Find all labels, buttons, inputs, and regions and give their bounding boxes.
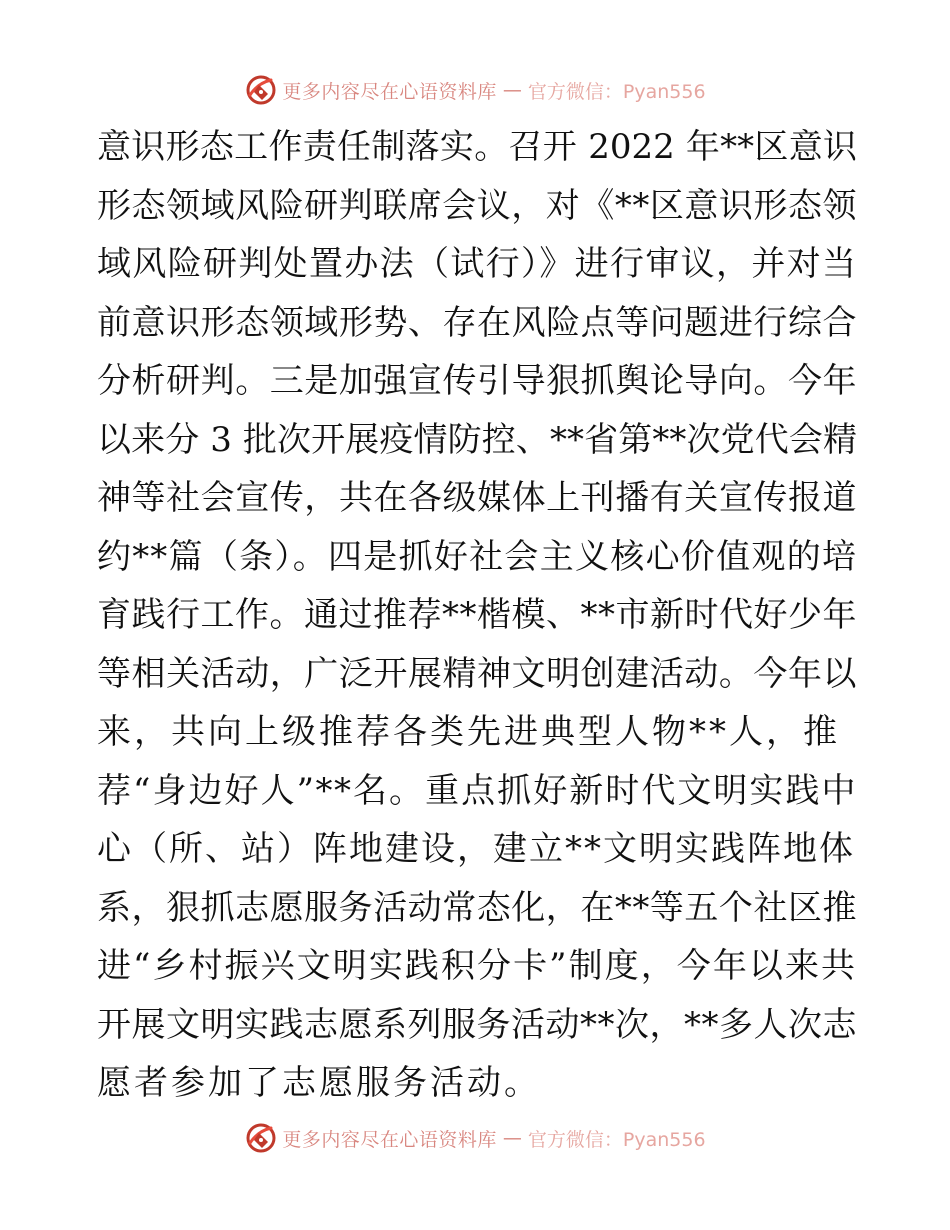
watermark-site-text: 更多内容尽在心语资料库 <box>282 80 497 103</box>
watermark-group <box>244 1121 705 1155</box>
watermark-site-text: 更多内容尽在心语资料库 <box>282 1128 497 1151</box>
footer-watermark <box>0 1118 950 1158</box>
body-line: 来，共向上级推荐各类先进典型人物**人，推 <box>97 712 840 752</box>
body-line: 前意识形态领域形势、存在风险点等问题进行综合 <box>97 302 857 343</box>
body-line: 意识形态工作责任制落实。召开 2022 年**区意识 <box>97 127 857 167</box>
document-body <box>97 118 857 1113</box>
body-line: 形态领域风险研判联席会议，对《**区意识形态领 <box>97 185 857 226</box>
pen-nib-logo-icon <box>244 73 278 107</box>
watermark-group <box>244 73 705 107</box>
body-line: 约**篇（条）。四是抓好社会主义核心价值观的培 <box>97 536 857 577</box>
body-line: 系，狠抓志愿服务活动常态化，在**等五个社区推 <box>97 887 857 928</box>
header-watermark <box>0 70 950 110</box>
body-line: 分析研判。三是加强宣传引导狠抓舆论导向。今年 <box>97 361 857 401</box>
body-line: 开展文明实践志愿系列服务活动**次，**多人次志 <box>97 1004 857 1045</box>
body-line: 进“乡村振兴文明实践积分卡”制度，今年以来共 <box>97 946 857 986</box>
watermark-wechat-text: 官方微信：Pyan556 <box>527 1128 706 1151</box>
body-line: 荐“身边好人”**名。重点抓好新时代文明实践中 <box>97 770 857 811</box>
body-line: 育践行工作。通过推荐**楷模、**市新时代好少年 <box>97 595 857 635</box>
watermark-separator: — <box>502 79 522 101</box>
body-line: 等相关活动，广泛开展精神文明创建活动。今年以 <box>97 653 857 694</box>
watermark-wechat-text: 官方微信：Pyan556 <box>527 80 706 103</box>
body-line: 心（所、站）阵地建设，建立**文明实践阵地体 <box>97 829 855 869</box>
body-line: 以来分 3 批次开展疫情防控、**省第**次党代会精 <box>97 419 857 460</box>
pen-nib-logo-icon <box>244 1121 278 1155</box>
body-line-last: 愿者参加了志愿服务活动。 <box>97 1063 541 1103</box>
body-line: 域风险研判处置办法（试行）》进行审议，并对当 <box>97 244 857 284</box>
body-line: 神等社会宣传，共在各级媒体上刊播有关宣传报道 <box>97 478 857 518</box>
watermark-separator: — <box>502 1127 522 1149</box>
